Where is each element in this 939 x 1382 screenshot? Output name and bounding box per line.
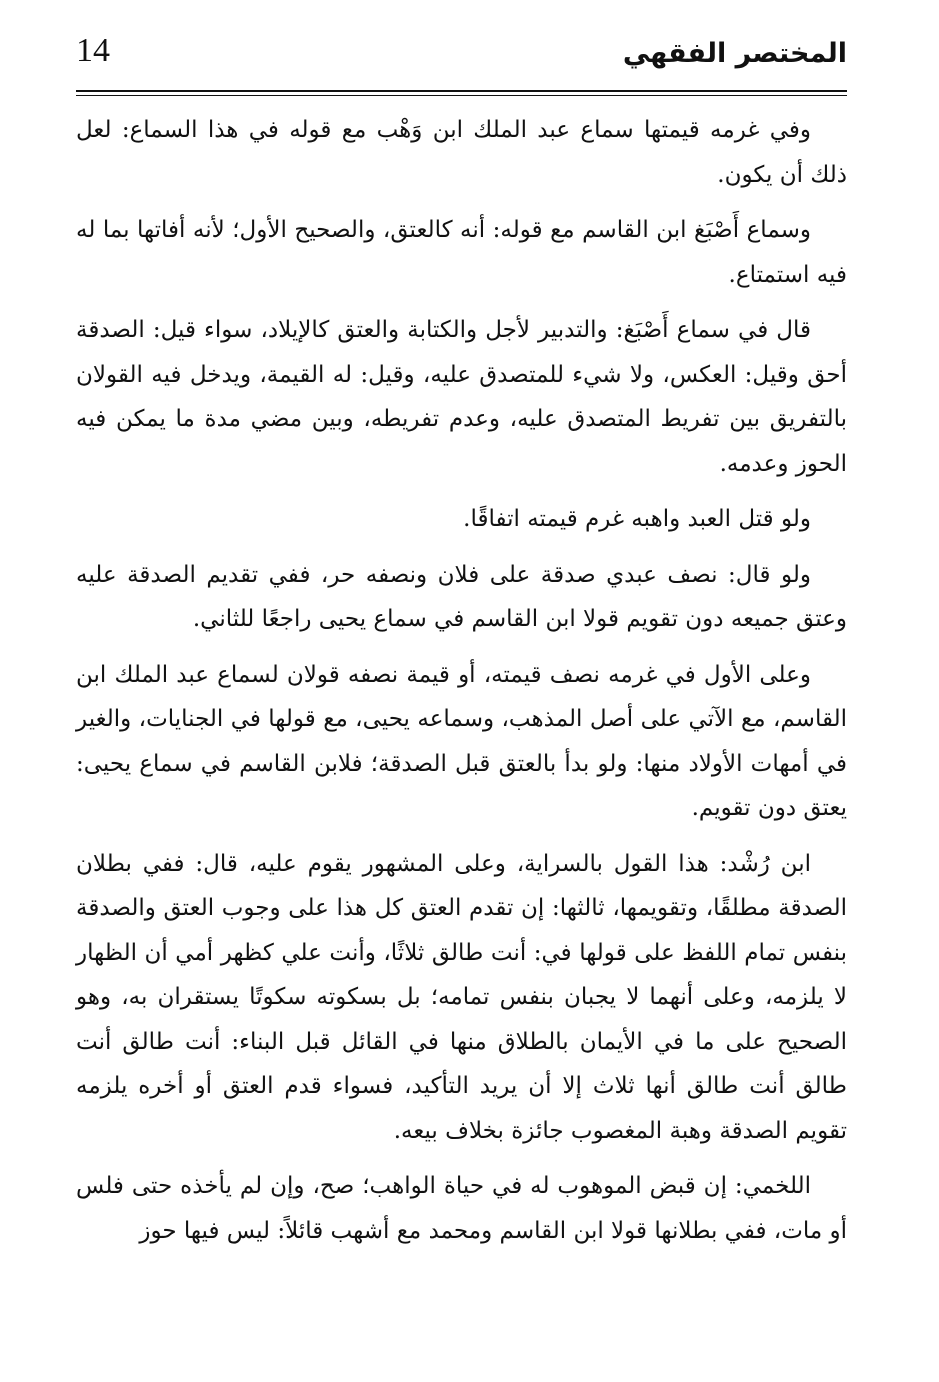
header-rule: [76, 90, 847, 92]
paragraph: اللخمي: إن قبض الموهوب له في حياة الواهب؛ صح، وإن لم يأخذه حتى فلس أو مات، ففي بطلانها قولا ابن القاسم ومحمد مع أشهب قائلاً: ليس فيها حوز: [76, 1173, 847, 1244]
paragraph: وعلى الأول في غرمه نصف قيمته، أو قيمة نصفه قولان لسماع عبد الملك ابن القاسم، مع الآتي على أصل المذهب، وسماعه يحيى، مع قولها في الجنايات، والغير في أمهات الأولاد منها: ولو بدأ بالعتق قبل الصدقة؛ فلابن القاسم في سماع يحيى: يعتق دون تقويم.: [76, 661, 847, 821]
paragraph: وسماع أَصْبَغ ابن القاسم مع قوله: أنه كالعتق، والصحيح الأول؛ لأنه أفاتها بما له فيه استمتاع.: [76, 217, 847, 288]
paragraph: قال في سماع أَصْبَغ: والتدبير لأجل والكتابة والعتق كالإيلاد، سواء قيل: الصدقة أحق وقيل: العكس، ولا شيء للمتصدق عليه، وقيل: له القيمة، ويدخل فيه القولان بالتفريق بين تفريط المتصدق عليه، وعدم تفريطه، وبين مضي مدة ما يمكن فيه الحوز وعدمه.: [76, 317, 847, 477]
running-title: المختصر الفقهي: [622, 38, 847, 69]
body-text: [76, 108, 847, 1264]
paragraph: وفي غرمه قيمتها سماع عبد الملك ابن وَهْب مع قوله في هذا السماع: لعل ذلك أن يكون.: [76, 117, 847, 188]
page-header: [76, 24, 847, 96]
header-rule-thin: [76, 95, 847, 96]
page-number: 14: [76, 32, 110, 69]
paragraph: ابن رُشْد: هذا القول بالسراية، وعلى المشهور يقوم عليه، قال: ففي بطلان الصدقة مطلقًا، وتقويمها، ثالثها: إن تقدم العتق كل هذا على وجوب العتق والصدقة بنفس تمام اللفظ على قولها في: أنت طالق ثلاثًا، وأنت علي كظهر أمي أن الظهار لا يلزمه، وعلى أنهما لا يجبان بنفس تمامه؛ بل بسكوته سكوتًا يستقران به، وهو الصحيح على ما في الأيمان بالطلاق منها في القائل قبل البناء: أنت طالق أنت طالق أنت طالق أنها ثلاث إلا أن يريد التأكيد، فسواء قدم العتق أو أخره يلزمه تقويم الصدقة وهبة المغصوب جائزة بخلاف بيعه.: [76, 850, 847, 1144]
paragraph: ولو قتل العبد واهبه غرم قيمته اتفاقًا.: [463, 506, 811, 532]
paragraph: ولو قال: نصف عبدي صدقة على فلان ونصفه حر، ففي تقديم الصدقة عليه وعتق جميعه دون تقويم قولا ابن القاسم في سماع يحيى راجعًا للثاني.: [76, 561, 847, 632]
